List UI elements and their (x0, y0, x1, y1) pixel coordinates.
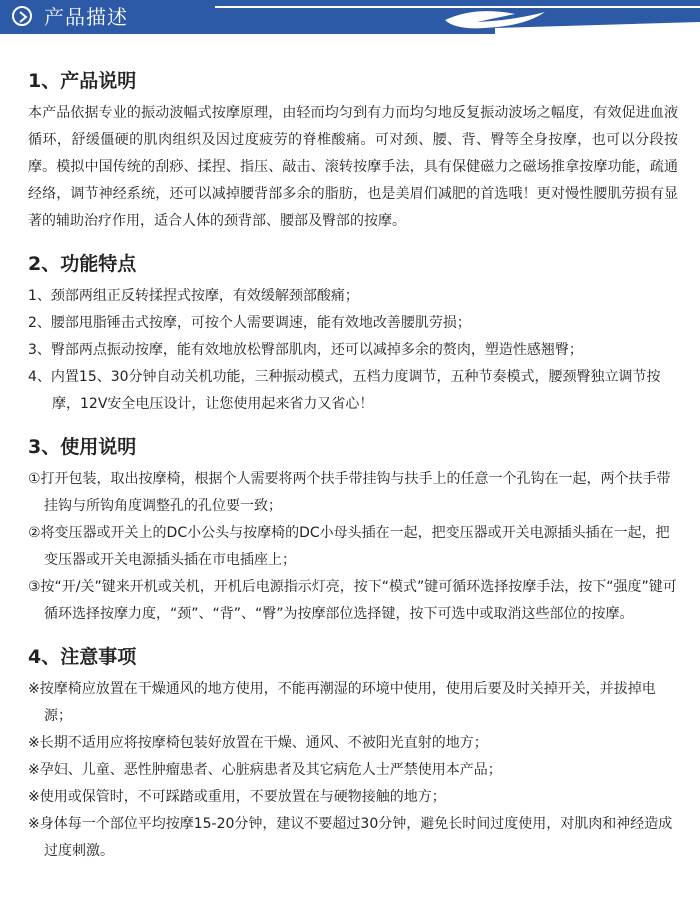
feature-item: 2、腰部甩脂锤击式按摩，可按个人需要调速，能有效地改善腰肌劳损； (28, 315, 471, 331)
precaution-item: ※身体每一个部位平均按摩15-20分钟，建议不要超过30分钟，避免长时间过度使用，对肌肉和神经造成过度刺激。 (28, 816, 673, 859)
content-area (28, 52, 678, 865)
section-heading-precautions: 4、注意事项 (28, 646, 137, 668)
precaution-item: ※使用或保管时，不可踩踏或重用，不要放置在与硬物接触的地方； (28, 789, 446, 805)
section-heading-features: 2、功能特点 (28, 253, 137, 275)
precaution-item: ※孕妇、儿童、恶性肿瘤患者、心脏病患者及其它病危人士严禁使用本产品； (28, 762, 502, 778)
section-heading-instructions: 3、使用说明 (28, 436, 137, 458)
product-description-paragraph: 本产品依据专业的振动波幅式按摩原理，由轻而均匀到有力而均匀地反复振动波场之幅度，有效促进血液循环，舒缓僵硬的肌肉组织及因过度疲劳的脊椎酸痛。可对颈、腰、背、臀等全身按摩，也可以分段按摩。模拟中国传统的刮痧、揉捏、指压、敲击、滚转按摩手法，具有保健磁力之磁场推拿按摩功能，疏通经络，调节神经系统，还可以减掉腰背部多余的脂肪，也是美眉们减肥的首选哦！更对慢性腰肌劳损有显著的辅助治疗作用，适合人体的颈背部、腰部及臀部的按摩。 (28, 105, 678, 229)
banner-swoosh-decoration (215, 0, 700, 34)
feature-item: 4、内置15、30分钟自动关机功能，三种振动模式，五档力度调节，五种节奏模式，腰颈臀独立调节按摩，12V安全电压设计，让您使用起来省力又省心！ (28, 369, 661, 412)
precaution-item: ※长期不适用应将按摩椅包装好放置在干燥、通风、不被阳光直射的地方； (28, 735, 488, 751)
header-banner (0, 0, 700, 34)
instruction-item: ③按“开/关”键来开机或关机，开机后电源指示灯亮，按下“模式”键可循环选择按摩手法，按下“强度”键可循环选择按摩力度，“颈”、“背”、“臀”为按摩部位选择键，按下可选中或取消这些部位的按摩。 (28, 579, 677, 622)
precaution-item: ※按摩椅应放置在干燥通风的地方使用，不能再潮湿的环境中使用，使用后要及时关掉开关，并拔掉电源； (28, 681, 656, 724)
feature-item: 1、颈部两组正反转揉捏式按摩，有效缓解颈部酸痛； (28, 288, 359, 304)
header-title: 产品描述 (44, 5, 128, 29)
instruction-item: ①打开包装，取出按摩椅，根据个人需要将两个扶手带挂钩与扶手上的任意一个孔钩在一起，两个扶手带挂钩与所钩角度调整孔的孔位要一致； (28, 471, 671, 514)
instruction-item: ②将变压器或开关上的DC小公头与按摩椅的DC小母头插在一起，把变压器或开关电源插头插在一起，把变压器或开关电源插头插在市电插座上； (28, 525, 670, 568)
play-circle-icon (12, 6, 32, 26)
feature-item: 3、臀部两点振动按摩，能有效地放松臀部肌肉，还可以减掉多余的赘肉，塑造性感翘臀； (28, 342, 583, 358)
section-heading-product-description: 1、产品说明 (28, 70, 137, 92)
